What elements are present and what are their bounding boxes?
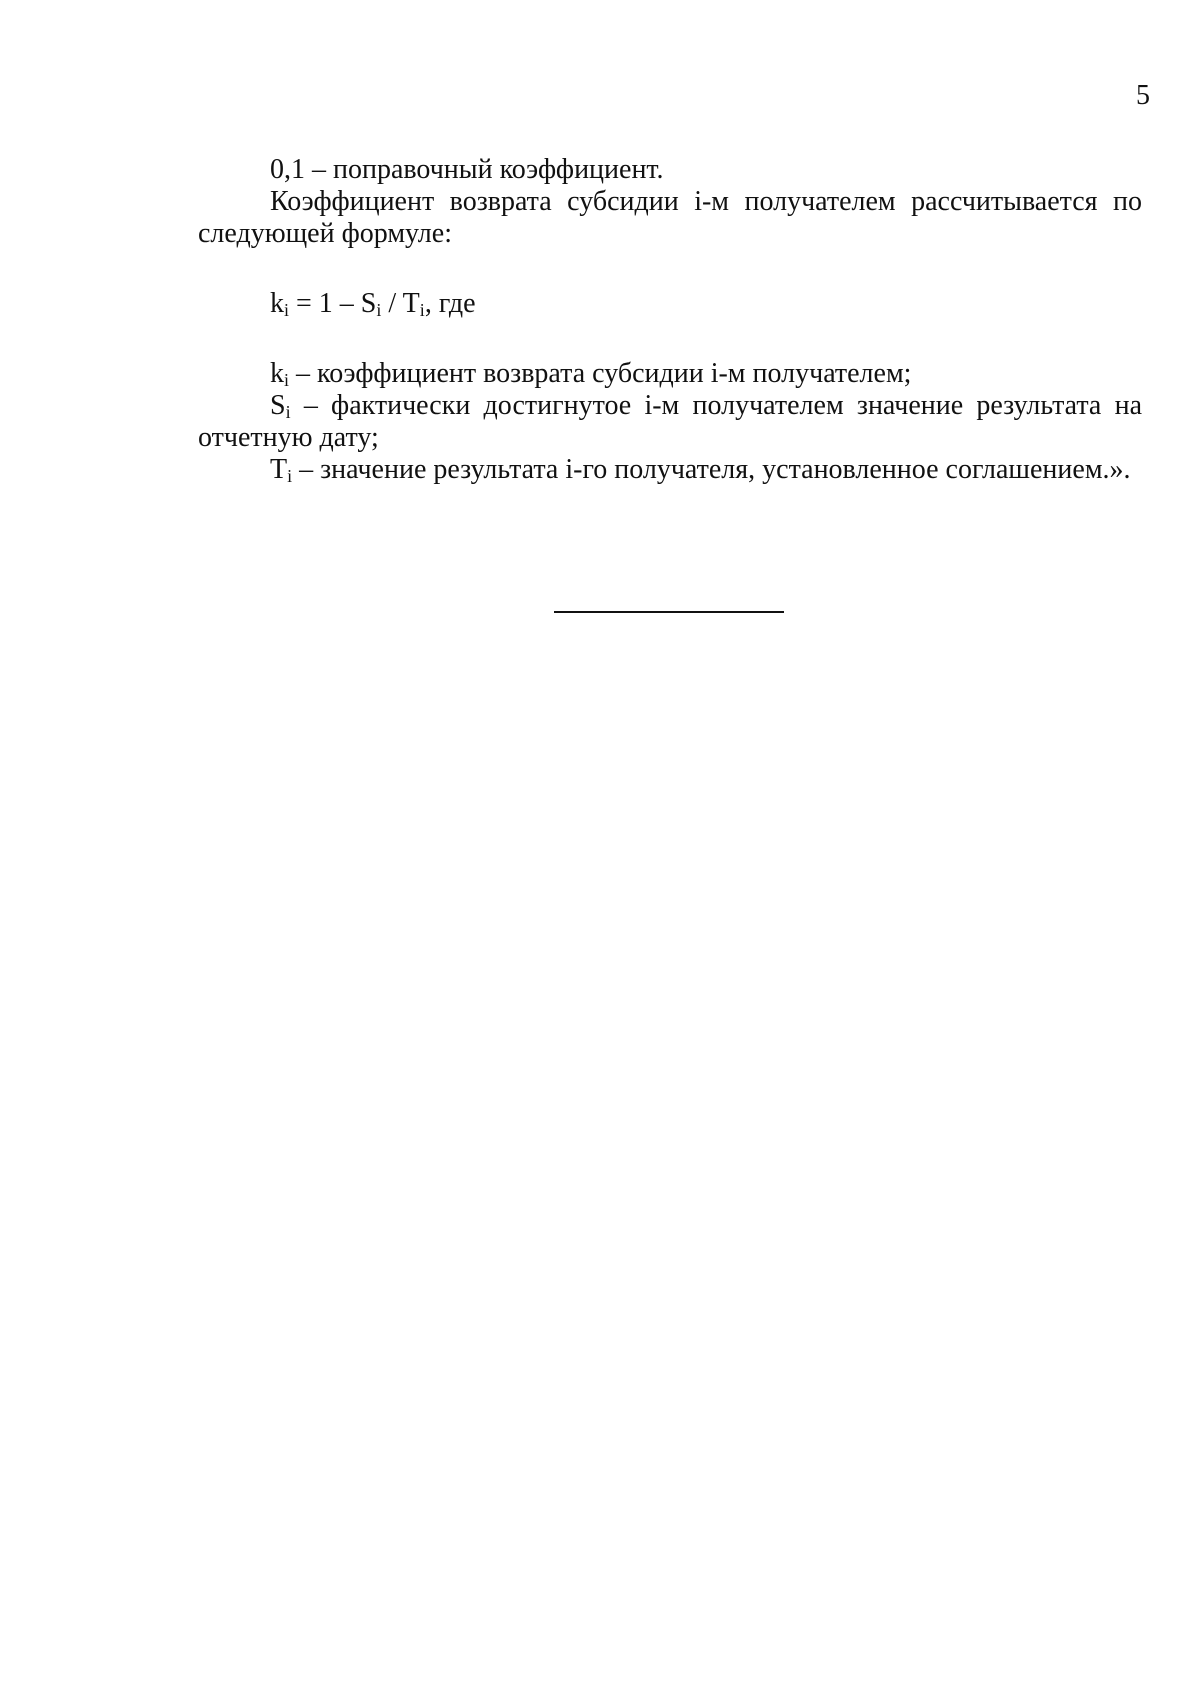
definition-k-text: – коэффициент возврата субсидии i-м получателем; xyxy=(289,358,912,389)
definition-s xyxy=(198,390,1142,454)
paragraph-correction-coefficient: 0,1 – поправочный коэффициент. xyxy=(270,154,664,185)
definition-t-text: – значение результата i-го получателя, установленное соглашением.». xyxy=(292,454,1131,485)
formula-slash: / T xyxy=(381,288,420,319)
definition-s-subscript: i xyxy=(285,402,291,422)
formula-ki xyxy=(198,288,1142,320)
definition-k-symbol: k xyxy=(270,358,284,389)
document-body xyxy=(198,154,1142,486)
definition-k-subscript: i xyxy=(284,370,290,390)
formula-k-symbol: k xyxy=(270,288,284,319)
formula-tail: , где xyxy=(424,288,476,319)
definition-t-symbol: T xyxy=(270,454,288,485)
formula-s-subscript: i xyxy=(376,300,382,320)
formula-k-subscript: i xyxy=(284,300,290,320)
closing-separator-line xyxy=(554,611,784,613)
definition-k xyxy=(198,358,1142,390)
formula-middle: = 1 – S xyxy=(289,288,377,319)
paragraph-formula-intro: Коэффициент возврата субсидии i-м получателем рассчитывается по следующей формуле: xyxy=(198,186,1142,249)
definition-s-text: – фактически достигнутое i-м получателем значение результата на отчетную дату; xyxy=(198,390,1142,453)
definition-t-subscript: i xyxy=(287,466,293,486)
definition-t xyxy=(198,454,1142,486)
definition-s-symbol: S xyxy=(270,390,286,421)
page-number: 5 xyxy=(1136,80,1150,111)
formula-t-subscript: i xyxy=(419,300,425,320)
